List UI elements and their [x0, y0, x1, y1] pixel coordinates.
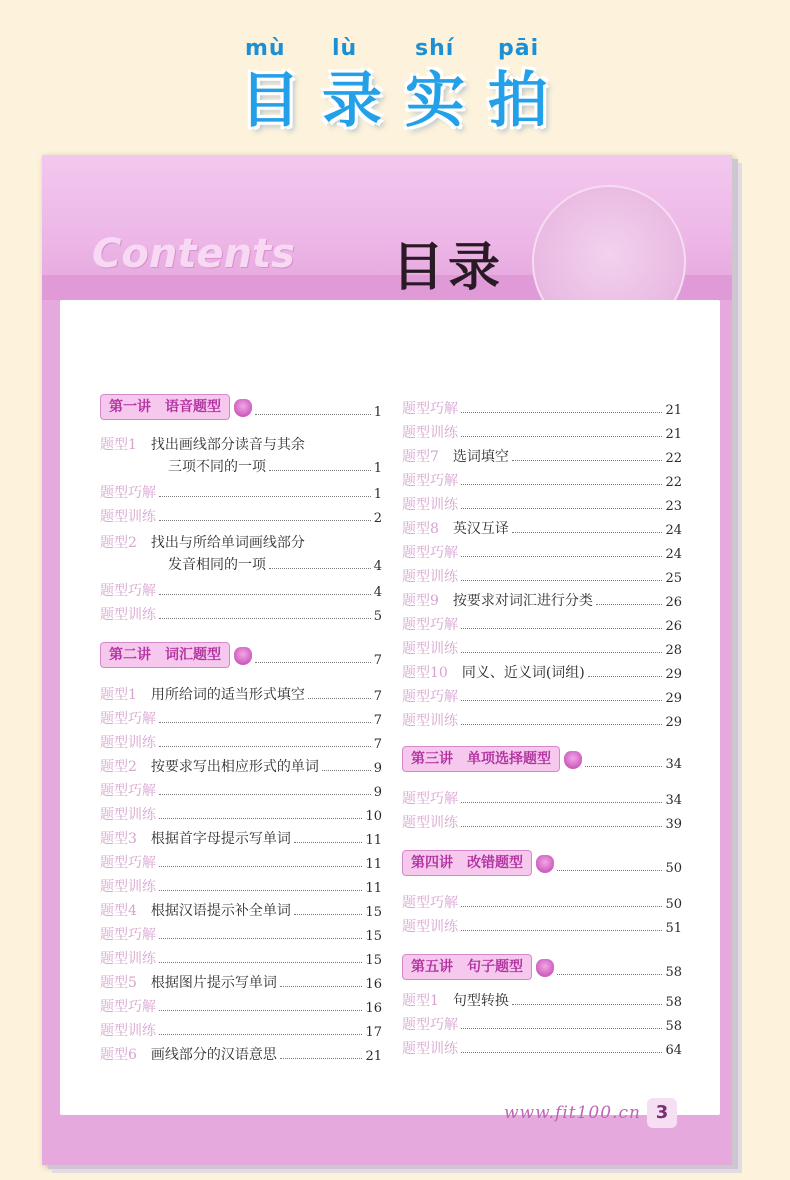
- entry-label: 题型10: [402, 665, 448, 681]
- entry-text: 画线部分的汉语意思: [150, 1047, 277, 1063]
- entry-label: 题型巧解: [402, 1017, 458, 1033]
- sprite-icon: [234, 647, 252, 665]
- entry-label: 题型5: [100, 975, 137, 991]
- entry-label: 题型训练: [100, 807, 156, 823]
- mulu-heading: 目录: [392, 238, 505, 298]
- dot-leader: [461, 484, 662, 485]
- toc-entry: [402, 986, 682, 1010]
- sprite-icon: [564, 751, 582, 769]
- entry-page: 23: [665, 499, 682, 514]
- pinyin-row: [0, 36, 790, 66]
- toc-entry: [402, 586, 682, 610]
- title-char-4: 拍: [488, 66, 548, 136]
- entry-label: 题型9: [402, 593, 439, 609]
- toc-entry: [402, 514, 682, 538]
- dot-leader: [159, 496, 371, 497]
- dot-leader: [159, 520, 371, 521]
- dot-leader: [280, 986, 363, 987]
- toc-section: [100, 392, 382, 420]
- entry-text: 找出画线部分读音与其余: [150, 437, 305, 453]
- entry-text: 英汉互译: [452, 521, 509, 537]
- entry-page: 15: [365, 905, 382, 920]
- entry-label: 题型训练: [402, 425, 458, 441]
- entry-label: 题型3: [100, 831, 137, 847]
- entry-page: 24: [665, 523, 682, 538]
- dot-leader: [159, 818, 362, 819]
- entry-label: 题型4: [100, 903, 137, 919]
- dot-leader: [461, 802, 662, 803]
- dot-leader: [322, 770, 371, 771]
- entry-page: 11: [365, 881, 382, 896]
- website-url: www.fit100.cn: [504, 1103, 641, 1123]
- entry-label: 题型巧解: [100, 927, 156, 943]
- toc-section: [100, 640, 382, 668]
- dot-leader: [461, 906, 662, 907]
- entry-label: 题型巧解: [402, 895, 458, 911]
- entry-text: 句型转换: [452, 993, 509, 1009]
- entry-page: 21: [365, 1049, 382, 1064]
- entry-page: 2: [373, 511, 382, 526]
- toc-entry: [100, 502, 382, 526]
- header: [0, 0, 790, 150]
- toc-entry: [100, 896, 382, 920]
- entry-label: 题型2: [100, 535, 137, 551]
- entry-label: 题型巧解: [402, 473, 458, 489]
- sprite-icon: [234, 399, 252, 417]
- contents-banner: [42, 155, 732, 300]
- page-title: [0, 66, 790, 146]
- page-number: 3: [647, 1098, 677, 1128]
- entry-text: 根据首字母提示写单词: [150, 831, 291, 847]
- page-edge: [732, 165, 736, 1155]
- pinyin-3: shí: [415, 36, 455, 61]
- entry-page: 10: [365, 809, 382, 824]
- dot-leader: [294, 842, 363, 843]
- entry-label: 题型2: [100, 759, 137, 775]
- entry-label: 题型巧解: [402, 545, 458, 561]
- entry-page: 16: [365, 977, 382, 992]
- entry-label: 题型训练: [402, 1041, 458, 1057]
- entry-label: 题型训练: [402, 713, 458, 729]
- title-char-1: 目: [240, 66, 300, 136]
- entry-page: 7: [373, 689, 382, 704]
- dot-leader: [512, 532, 663, 533]
- entry-page: 22: [665, 475, 682, 490]
- toc-entry: [100, 728, 382, 752]
- toc-entry: [100, 992, 382, 1016]
- dot-leader: [280, 1058, 363, 1059]
- entry-label: 题型训练: [402, 815, 458, 831]
- entry-page: 25: [665, 571, 682, 586]
- entry-label: 题型巧解: [402, 689, 458, 705]
- entry-page: 11: [365, 833, 382, 848]
- dot-leader: [461, 628, 662, 629]
- pinyin-2: lù: [332, 36, 358, 61]
- toc-entry: [100, 824, 382, 848]
- toc-entry: [100, 704, 382, 728]
- entry-label: 题型训练: [402, 641, 458, 657]
- dot-leader: [159, 794, 371, 795]
- dot-leader: [512, 1004, 663, 1005]
- entry-page: 50: [665, 897, 682, 912]
- section-title: 第三讲 单项选择题型: [402, 746, 560, 772]
- entry-label: 题型7: [402, 449, 439, 465]
- toc-entry: [402, 808, 682, 832]
- toc-entry: [402, 490, 682, 514]
- entry-text: 按要求对词汇进行分类: [452, 593, 593, 609]
- entry-page: 51: [665, 921, 682, 936]
- entry-page: 15: [365, 953, 382, 968]
- dot-leader: [461, 436, 662, 437]
- entry-page: 29: [665, 667, 682, 682]
- entry-label: 题型训练: [100, 879, 156, 895]
- dot-leader: [461, 700, 662, 701]
- entry-page: 58: [665, 965, 682, 980]
- dot-leader: [159, 1010, 362, 1011]
- toc-entry: [402, 562, 682, 586]
- entry-text: 找出与所给单词画线部分: [150, 535, 305, 551]
- entry-label: 题型训练: [100, 509, 156, 525]
- toc-entry: [402, 682, 682, 706]
- entry-page: 9: [373, 761, 382, 776]
- entry-label: 题型巧解: [402, 401, 458, 417]
- entry-page: 29: [665, 691, 682, 706]
- toc-entry: [402, 634, 682, 658]
- toc-entry: [402, 912, 682, 936]
- entry-label: 题型训练: [100, 607, 156, 623]
- entry-text: 选词填空: [452, 449, 509, 465]
- dot-leader: [557, 974, 662, 975]
- toc-entry: [100, 968, 382, 992]
- entry-page: 4: [373, 559, 382, 574]
- entry-page: 11: [365, 857, 382, 872]
- section-title: 第五讲 句子题型: [402, 954, 532, 980]
- page-edge: [738, 175, 741, 1145]
- dot-leader: [557, 870, 662, 871]
- dot-leader: [159, 1034, 362, 1035]
- toc-entry: [100, 1040, 382, 1064]
- entry-label: 题型1: [100, 437, 137, 453]
- dot-leader: [585, 766, 662, 767]
- entry-text: 发音相同的一项: [168, 557, 266, 573]
- toc-entry: [100, 800, 382, 824]
- entry-label: 题型巧解: [402, 617, 458, 633]
- toc-entry: [100, 872, 382, 896]
- dot-leader: [461, 580, 662, 581]
- entry-label: 题型训练: [100, 1023, 156, 1039]
- title-char-3: 实: [405, 66, 465, 136]
- toc-entry: [402, 1034, 682, 1058]
- entry-page: 58: [665, 1019, 682, 1034]
- dot-leader: [461, 724, 662, 725]
- toc-entry: [100, 920, 382, 944]
- dot-leader: [461, 508, 662, 509]
- toc-entry: [100, 680, 382, 704]
- entry-label: 题型8: [402, 521, 439, 537]
- toc-panel: [60, 300, 720, 1115]
- entry-page: 4: [373, 585, 382, 600]
- entry-page: 7: [373, 737, 382, 752]
- toc-entry: [100, 776, 382, 800]
- toc-entry: [100, 452, 382, 476]
- entry-label: 题型训练: [402, 497, 458, 513]
- dot-leader: [159, 746, 371, 747]
- toc-section: [402, 744, 682, 772]
- entry-page: 28: [665, 643, 682, 658]
- dot-leader: [159, 594, 371, 595]
- entry-page: 24: [665, 547, 682, 562]
- dot-leader: [159, 722, 371, 723]
- section-title: 第一讲 语音题型: [100, 394, 230, 420]
- entry-page: 26: [665, 595, 682, 610]
- dot-leader: [294, 914, 363, 915]
- dot-leader: [588, 676, 663, 677]
- entry-page: 22: [665, 451, 682, 466]
- section-title: 第四讲 改错题型: [402, 850, 532, 876]
- entry-label: 题型巧解: [100, 485, 156, 501]
- entry-page: 29: [665, 715, 682, 730]
- dot-leader: [269, 568, 371, 569]
- entry-label: 题型巧解: [100, 583, 156, 599]
- pinyin-4: pāi: [498, 36, 540, 61]
- sprite-icon: [536, 959, 554, 977]
- toc-entry: [402, 706, 682, 730]
- entry-label: 题型训练: [100, 735, 156, 751]
- dot-leader: [461, 652, 662, 653]
- entry-page: 21: [665, 403, 682, 418]
- dot-leader: [461, 556, 662, 557]
- dot-leader: [159, 866, 362, 867]
- entry-page: 64: [665, 1043, 682, 1058]
- toc-entry: [402, 888, 682, 912]
- toc-entry: [402, 394, 682, 418]
- entry-page: 39: [665, 817, 682, 832]
- entry-label: 题型巧解: [100, 711, 156, 727]
- contents-heading: Contents: [92, 231, 295, 277]
- section-title: 第二讲 词汇题型: [100, 642, 230, 668]
- entry-page: 5: [373, 609, 382, 624]
- entry-page: 1: [373, 487, 382, 502]
- entry-page: 50: [665, 861, 682, 876]
- toc-section: [402, 952, 682, 980]
- toc-entry: [402, 538, 682, 562]
- entry-page: 17: [365, 1025, 382, 1040]
- entry-page: 7: [373, 713, 382, 728]
- dot-leader: [308, 698, 371, 699]
- entry-page: 16: [365, 1001, 382, 1016]
- entry-text: 根据图片提示写单词: [150, 975, 277, 991]
- toc-entry: [100, 528, 382, 552]
- entry-text: 同义、近义词(词组): [461, 665, 585, 681]
- entry-page: 34: [665, 793, 682, 808]
- entry-page: 34: [665, 757, 682, 772]
- dot-leader: [159, 938, 362, 939]
- toc-entry: [100, 944, 382, 968]
- toc-entry: [402, 610, 682, 634]
- dot-leader: [596, 604, 663, 605]
- dot-leader: [512, 460, 663, 461]
- dot-leader: [159, 618, 371, 619]
- title-char-2: 录: [322, 66, 382, 136]
- entry-page: 7: [373, 653, 382, 668]
- dot-leader: [461, 930, 662, 931]
- toc-entry: [100, 848, 382, 872]
- book-page: [42, 155, 732, 1165]
- entry-page: 1: [373, 405, 382, 420]
- entry-label: 题型巧解: [100, 855, 156, 871]
- entry-label: 题型巧解: [100, 783, 156, 799]
- toc-entry: [100, 478, 382, 502]
- entry-page: 1: [373, 461, 382, 476]
- dot-leader: [255, 414, 371, 415]
- entry-label: 题型训练: [402, 569, 458, 585]
- entry-page: 26: [665, 619, 682, 634]
- dot-leader: [461, 826, 662, 827]
- entry-label: 题型巧解: [402, 791, 458, 807]
- entry-page: 21: [665, 427, 682, 442]
- dot-leader: [269, 470, 371, 471]
- toc-entry: [402, 418, 682, 442]
- toc-entry: [402, 784, 682, 808]
- entry-label: 题型1: [100, 687, 137, 703]
- toc-entry: [402, 442, 682, 466]
- entry-label: 题型1: [402, 993, 439, 1009]
- pinyin-1: mù: [245, 36, 286, 61]
- toc-entry: [100, 430, 382, 454]
- entry-label: 题型训练: [100, 951, 156, 967]
- toc-section: [402, 848, 682, 876]
- toc-entry: [100, 550, 382, 574]
- toc-entry: [100, 576, 382, 600]
- dot-leader: [461, 1052, 662, 1053]
- dot-leader: [255, 662, 371, 663]
- entry-text: 用所给词的适当形式填空: [150, 687, 305, 703]
- entry-text: 根据汉语提示补全单词: [150, 903, 291, 919]
- dot-leader: [461, 1028, 662, 1029]
- toc-entry: [100, 752, 382, 776]
- entry-page: 9: [373, 785, 382, 800]
- dot-leader: [159, 962, 362, 963]
- toc-entry: [100, 1016, 382, 1040]
- toc-entry: [402, 1010, 682, 1034]
- toc-entry: [402, 466, 682, 490]
- entry-label: 题型训练: [402, 919, 458, 935]
- dot-leader: [461, 412, 662, 413]
- entry-text: 三项不同的一项: [168, 459, 266, 475]
- sprite-icon: [536, 855, 554, 873]
- entry-label: 题型6: [100, 1047, 137, 1063]
- entry-label: 题型巧解: [100, 999, 156, 1015]
- entry-text: 按要求写出相应形式的单词: [150, 759, 319, 775]
- toc-entry: [402, 658, 682, 682]
- entry-page: 58: [665, 995, 682, 1010]
- toc-entry: [100, 600, 382, 624]
- dot-leader: [159, 890, 362, 891]
- entry-page: 15: [365, 929, 382, 944]
